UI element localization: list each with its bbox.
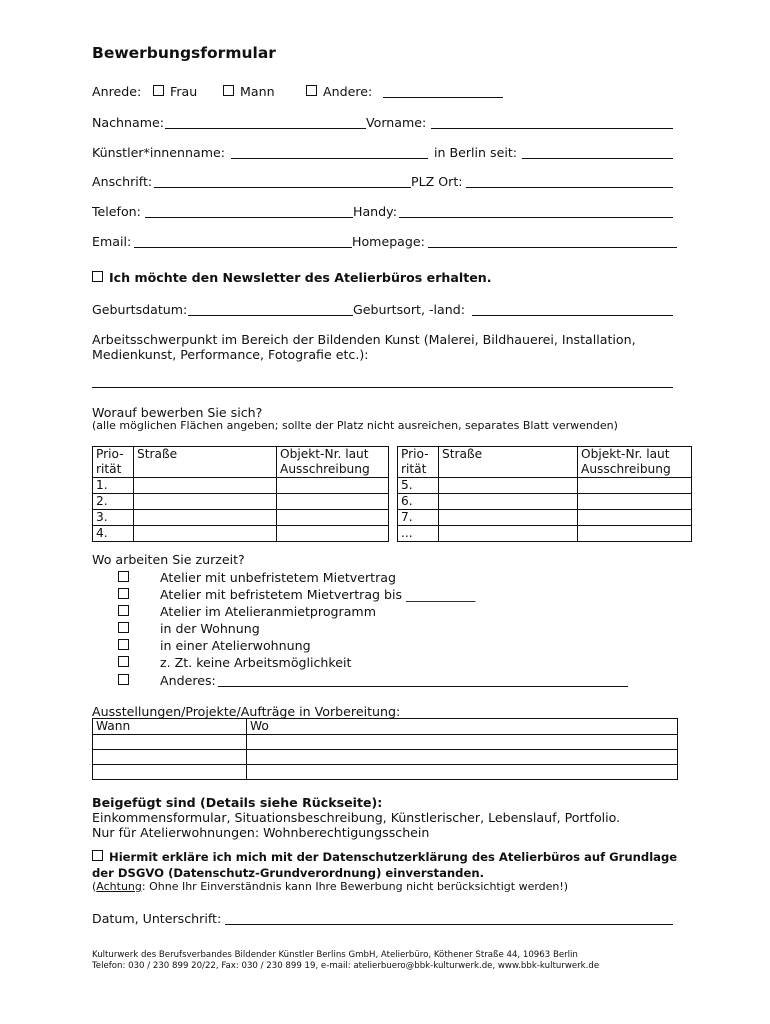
wo-option-label: z. Zt. keine Arbeitsmöglichkeit xyxy=(160,655,352,670)
wo-option-1[interactable] xyxy=(118,570,396,585)
objekt-cell[interactable] xyxy=(277,510,389,526)
newsletter-option[interactable] xyxy=(92,270,492,285)
strasse-cell[interactable] xyxy=(439,478,578,494)
wo-cell[interactable] xyxy=(247,735,678,750)
wo-option-label: Anderes: xyxy=(160,673,216,688)
worauf-question: Worauf bewerben Sie sich? xyxy=(92,405,263,420)
dsgvo-line-2: der DSGVO (Datenschutz-Grundverordnung) einverstanden. xyxy=(92,866,484,880)
wo-option-checkbox[interactable] xyxy=(118,622,129,633)
wo-option-label: Atelier mit unbefristetem Mietvertrag xyxy=(160,570,396,585)
wo-option-4[interactable] xyxy=(118,621,260,636)
objekt-header: Objekt-Nr. laut Ausschreibung xyxy=(578,447,692,478)
berlin-seit-label: in Berlin seit: xyxy=(434,145,518,160)
objekt-cell[interactable] xyxy=(277,494,389,510)
table-row[interactable] xyxy=(398,526,692,542)
anschrift-field[interactable] xyxy=(154,187,411,188)
schwerpunkt-line-1: Arbeitsschwerpunkt im Bereich der Bildenden Kunst (Malerei, Bildhauerei, Installation, xyxy=(92,332,636,347)
table-row[interactable] xyxy=(398,510,692,526)
row-number: 5. xyxy=(398,478,439,494)
beigefuegt-title: Beigefügt sind (Details siehe Rückseite): xyxy=(92,795,383,810)
berlin-seit-field[interactable] xyxy=(522,158,673,159)
strasse-header: Straße xyxy=(134,447,277,478)
wo-arbeiten-question: Wo arbeiten Sie zurzeit? xyxy=(92,552,245,567)
wann-cell[interactable] xyxy=(93,750,247,765)
anrede-row xyxy=(92,84,141,99)
footer-line-1: Kulturwerk des Berufsverbandes Bildender Künstler Berlins GmbH, Atelierbüro, Köthener Straße 44, 10963 Berlin xyxy=(92,950,578,960)
strasse-cell[interactable] xyxy=(134,494,277,510)
geburtsort-label: Geburtsort, -land: xyxy=(353,302,465,317)
wo-option-label: in einer Atelierwohnung xyxy=(160,638,311,653)
dsgvo-option[interactable] xyxy=(92,850,677,864)
row-number: 7. xyxy=(398,510,439,526)
table-header-row xyxy=(93,719,678,735)
table-row[interactable] xyxy=(93,735,678,750)
objekt-cell[interactable] xyxy=(277,526,389,542)
row-number: 2. xyxy=(93,494,134,510)
strasse-cell[interactable] xyxy=(439,494,578,510)
strasse-header: Straße xyxy=(439,447,578,478)
beigefuegt-line-1: Einkommensformular, Situationsbeschreibung, Künstlerischer, Lebenslauf, Portfolio. xyxy=(92,810,621,825)
vorname-label: Vorname: xyxy=(366,115,427,130)
anrede-mann-option[interactable] xyxy=(223,84,275,99)
worauf-table-right xyxy=(397,446,692,542)
objekt-cell[interactable] xyxy=(578,526,692,542)
row-number: 1. xyxy=(93,478,134,494)
row-number: ... xyxy=(398,526,439,542)
handy-field[interactable] xyxy=(399,217,673,218)
newsletter-checkbox[interactable] xyxy=(92,271,103,282)
frau-checkbox[interactable] xyxy=(153,85,164,96)
wo-option-2[interactable] xyxy=(118,587,476,602)
geburtsdatum-field[interactable] xyxy=(188,315,353,316)
schwerpunkt-line-2: Medienkunst, Performance, Fotografie etc.): xyxy=(92,347,369,362)
dsgvo-note: (Achtung: Ohne Ihr Einverständnis kann Ihre Bewerbung nicht berücksichtigt werden!) xyxy=(92,880,569,893)
wann-cell[interactable] xyxy=(93,765,247,780)
mann-label: Mann xyxy=(240,84,275,99)
telefon-label: Telefon: xyxy=(92,204,141,219)
ausstellungen-title: Ausstellungen/Projekte/Aufträge in Vorbereitung: xyxy=(92,704,401,719)
homepage-label: Homepage: xyxy=(352,234,425,249)
wo-cell[interactable] xyxy=(247,765,678,780)
anrede-andere-line[interactable] xyxy=(383,97,503,98)
wo-option-label: Atelier im Atelieranmietprogramm xyxy=(160,604,376,619)
page-title: Bewerbungsformular xyxy=(92,44,276,62)
strasse-cell[interactable] xyxy=(134,478,277,494)
kuenstlername-field[interactable] xyxy=(231,158,428,159)
frau-label: Frau xyxy=(170,84,198,99)
kuenstlername-label: Künstler*innenname: xyxy=(92,145,225,160)
objekt-cell[interactable] xyxy=(578,494,692,510)
nachname-field[interactable] xyxy=(165,128,366,129)
table-header-row xyxy=(398,447,692,478)
email-field[interactable] xyxy=(134,247,352,248)
telefon-field[interactable] xyxy=(145,217,353,218)
strasse-cell[interactable] xyxy=(439,510,578,526)
worauf-table-left xyxy=(92,446,389,542)
wo-option-label: Atelier mit befristetem Mietvertrag bis ___________ xyxy=(160,587,476,602)
dsgvo-checkbox[interactable] xyxy=(92,850,103,861)
wo-option-label: in der Wohnung xyxy=(160,621,260,636)
vorname-field[interactable] xyxy=(431,128,673,129)
signature-field[interactable] xyxy=(225,924,673,925)
wo-option-7[interactable] xyxy=(118,673,216,688)
row-number: 3. xyxy=(93,510,134,526)
table-row[interactable] xyxy=(93,478,389,494)
handy-label: Handy: xyxy=(353,204,397,219)
ausstellungen-table xyxy=(92,718,678,780)
table-row[interactable] xyxy=(93,526,389,542)
nachname-label: Nachname: xyxy=(92,115,165,130)
wo-option-checkbox[interactable] xyxy=(118,571,129,582)
table-row[interactable] xyxy=(398,478,692,494)
strasse-cell[interactable] xyxy=(439,526,578,542)
andere-checkbox[interactable] xyxy=(306,85,317,96)
wo-option-5[interactable] xyxy=(118,638,311,653)
table-header-row xyxy=(93,447,389,478)
anrede-andere-option[interactable] xyxy=(306,84,372,99)
andere-label: Andere: xyxy=(323,84,373,99)
geburtsort-field[interactable] xyxy=(472,315,673,316)
achtung-label: Achtung xyxy=(96,880,142,893)
worauf-hint: (alle möglichen Flächen angeben; sollte der Platz nicht ausreichen, separates Blatt verwenden) xyxy=(92,419,618,432)
wo-option-3[interactable] xyxy=(118,604,376,619)
wo-option-checkbox[interactable] xyxy=(118,605,129,616)
newsletter-label: Ich möchte den Newsletter des Atelierbüros erhalten. xyxy=(109,270,492,285)
wann-cell[interactable] xyxy=(93,735,247,750)
plz-ort-field[interactable] xyxy=(466,187,673,188)
geburtsdatum-label: Geburtsdatum: xyxy=(92,302,188,317)
wo-option-checkbox[interactable] xyxy=(118,588,129,599)
table-row[interactable] xyxy=(93,765,678,780)
prio-header: Prio- rität xyxy=(93,447,134,478)
homepage-field[interactable] xyxy=(428,247,677,248)
prio-header: Prio- rität xyxy=(398,447,439,478)
table-row[interactable] xyxy=(93,750,678,765)
objekt-header: Objekt-Nr. laut Ausschreibung xyxy=(277,447,389,478)
wo-option-checkbox[interactable] xyxy=(118,639,129,650)
schwerpunkt-field[interactable] xyxy=(92,387,673,388)
footer-line-2: Telefon: 030 / 230 899 20/22, Fax: 030 / 230 899 19, e-mail: atelierbuero@bbk-kulturwerk.de, www.bbk-kulturwerk.de xyxy=(92,961,600,971)
beigefuegt-line-2: Nur für Atelierwohnungen: Wohnberechtigungsschein xyxy=(92,825,430,840)
mann-checkbox[interactable] xyxy=(223,85,234,96)
strasse-cell[interactable] xyxy=(134,526,277,542)
signature-label: Datum, Unterschrift: xyxy=(92,911,222,926)
email-label: Email: xyxy=(92,234,132,249)
strasse-cell[interactable] xyxy=(134,510,277,526)
wo-option-checkbox[interactable] xyxy=(118,656,129,667)
row-number: 4. xyxy=(93,526,134,542)
objekt-cell[interactable] xyxy=(578,478,692,494)
anschrift-label: Anschrift: xyxy=(92,174,153,189)
table-row[interactable] xyxy=(93,510,389,526)
objekt-cell[interactable] xyxy=(578,510,692,526)
plz-ort-label: PLZ Ort: xyxy=(411,174,463,189)
wo-option-6[interactable] xyxy=(118,655,352,670)
objekt-cell[interactable] xyxy=(277,478,389,494)
anrede-frau-option[interactable] xyxy=(153,84,197,99)
anderes-field[interactable] xyxy=(218,686,628,687)
row-number: 6. xyxy=(398,494,439,510)
dsgvo-line-1: Hiermit erkläre ich mich mit der Datenschutzerklärung des Atelierbüros auf Grundlage xyxy=(109,850,678,864)
wo-option-checkbox[interactable] xyxy=(118,674,129,685)
wann-header: Wann xyxy=(93,719,247,735)
wo-cell[interactable] xyxy=(247,750,678,765)
wo-header: Wo xyxy=(247,719,678,735)
table-row[interactable] xyxy=(398,494,692,510)
anrede-label: Anrede: xyxy=(92,84,142,99)
table-row[interactable] xyxy=(93,494,389,510)
